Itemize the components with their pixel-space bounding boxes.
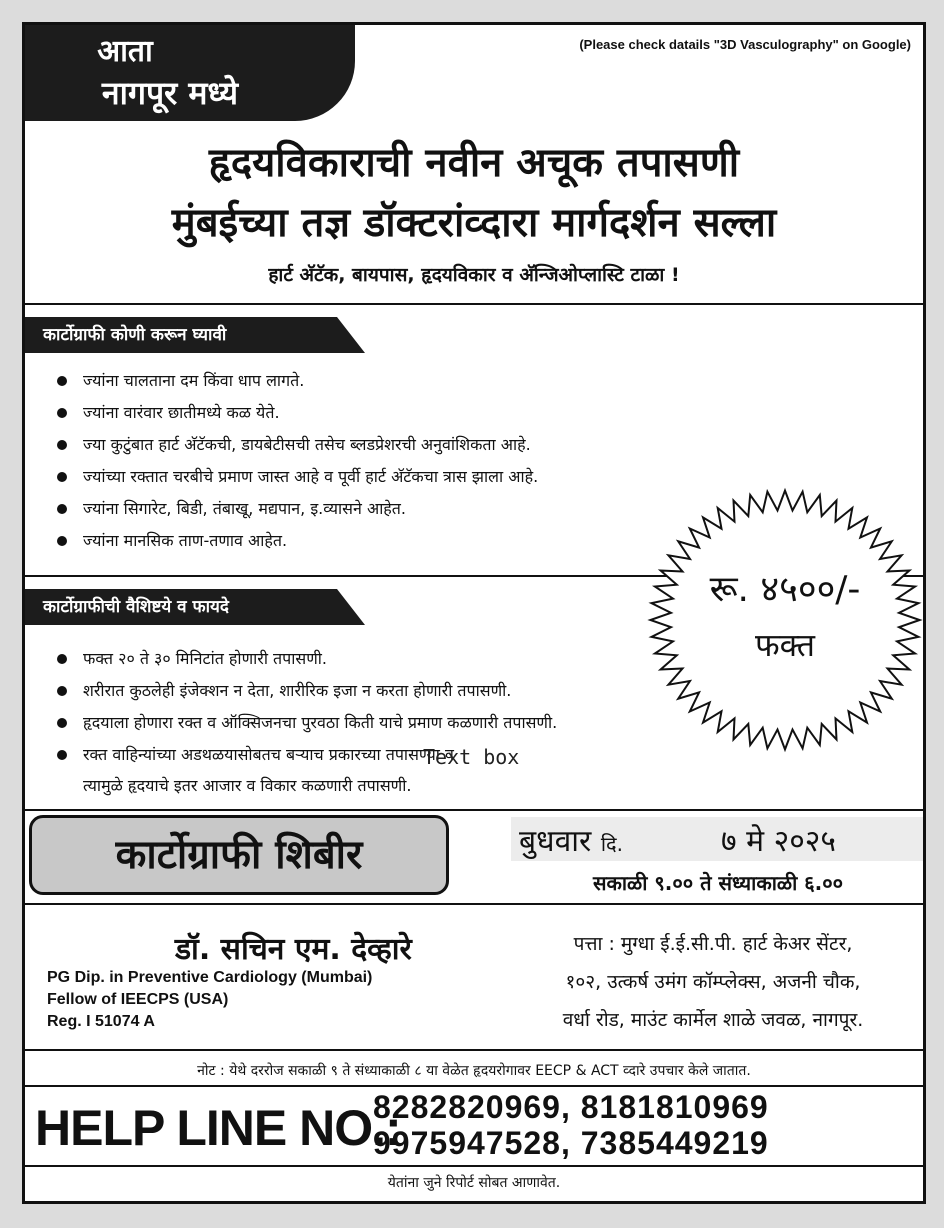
list-item-line: रक्त वाहिन्यांच्या अडथळयासोबतच बऱ्याच प्रकारच्या तपासण्या व — [83, 745, 454, 764]
divider — [25, 809, 923, 811]
headline-1: हृदयविकाराची नवीन अचूक तपासणी — [208, 140, 740, 186]
list-item: फक्त २० ते ३० मिनिटांत होणारी तपासणी. — [55, 643, 755, 675]
divider — [25, 303, 923, 305]
helpline-label: HELP LINE NO.: — [35, 1100, 401, 1156]
bring-reports-note: येतांना जुने रिपोर्ट सोबत आणावेत. — [387, 1175, 561, 1191]
treatment-note: नोट : येथे दररोज सकाळी ९ ते संध्याकाळी ८ या वेळेत हृदयरोगावर EECP & ACT व्दारे उपचार केले जातात. — [197, 1063, 751, 1079]
list-item: ज्यांना मानसिक ताण-तणाव आहेत. — [55, 525, 755, 557]
clinic-address — [503, 925, 923, 1039]
list-item: हृदयाला होणारा रक्त व ऑक्सिजनचा पुरवठा किती याचे प्रमाण कळणारी तपासणी. — [55, 707, 755, 739]
helpline-numbers[interactable]: 9975947528, 7385449219 — [373, 1125, 769, 1161]
headline-2: मुंबईच्या तज्ञ डॉक्टरांव्दारा मार्गदर्शन सल्ला — [171, 200, 777, 246]
helpline-numbers[interactable]: 8282820969, 8181810969 — [373, 1089, 769, 1125]
doctor-name: डॉ. सचिन एम. देव्हारे — [175, 932, 412, 967]
list-item: ज्यांना वारंवार छातीमध्ये कळ येते. — [55, 397, 755, 429]
location-badge — [25, 25, 355, 121]
list-item: ज्यांना चालताना दम किंवा धाप लागते. — [55, 365, 755, 397]
doctor-fellowship: Fellow of IEECPS (USA) — [47, 991, 229, 1008]
list-item: ज्यांच्या रक्तात चरबीचे प्रमाण जास्त आहे व पूर्वी हार्ट अ‍ॅटॅकचा त्रास झाला आहे. — [55, 461, 755, 493]
helpline — [25, 1089, 923, 1169]
subheadline: हार्ट अ‍ॅटॅक, बायपास, हृदयविकार व अ‍ॅन्जिओप्लास्टि टाळा ! — [268, 264, 680, 286]
camp-day — [519, 819, 623, 860]
address-line: १०२, उत्कर्ष उमंग कॉम्प्लेक्स, अजनी चौक, — [565, 971, 861, 993]
divider — [25, 1085, 923, 1087]
divider — [25, 903, 923, 905]
badge-line-1: आता — [97, 34, 153, 69]
camp-date — [511, 817, 925, 861]
camp-title: कार्टोग्राफी शिबीर — [29, 815, 449, 895]
camp-time: सकाळी ९.०० ते संध्याकाळी ६.०० — [592, 871, 844, 895]
price-amount: रू. ४५००/- — [709, 569, 861, 610]
section-who-header: कार्टोग्राफी कोणी करून घ्यावी — [25, 317, 337, 353]
address-line: वर्धा रोड, माउंट कार्मेल शाळे जवळ, नागपूर. — [562, 1009, 864, 1031]
address-line: पत्ता : मुग्धा ई.ई.सी.पी. हार्ट केअर सेंटर, — [573, 933, 853, 955]
badge-line-2: नागपूर मध्ये — [101, 74, 239, 112]
price-label: फक्त — [754, 626, 816, 664]
doctor-qualification: PG Dip. in Preventive Cardiology (Mumbai) — [47, 969, 373, 986]
price-burst — [645, 485, 925, 755]
divider — [25, 1049, 923, 1051]
camp-date-value: ७ मे २०२५ — [721, 824, 837, 859]
list-item: शरीरात कुठलेही इंजेक्शन न देता, शारीरिक इजा न करता होणारी तपासणी. — [55, 675, 755, 707]
list-item: ज्यांना सिगारेट, बिडी, तंबाखू, मद्यपान, इ.व्यासने आहेत. — [55, 493, 755, 525]
section-benefits-header: कार्टोग्राफीची वैशिष्टये व फायदे — [25, 589, 337, 625]
starburst-icon — [645, 485, 925, 755]
divider — [25, 1165, 923, 1167]
doctor-registration: Reg. I 51074 A — [47, 1013, 155, 1030]
camp-day-text: बुधवार — [519, 824, 592, 859]
list-item: ज्या कुटुंबात हार्ट अ‍ॅटॅकची, डायबेटीसची तसेच ब्लडप्रेशरची अनुवांशिकता आहे. — [55, 429, 755, 461]
date-prefix: दि. — [600, 832, 624, 856]
google-note: (Please check datails "3D Vasculography" on Google) — [579, 37, 911, 52]
stray-text-box: Text box — [423, 745, 520, 769]
list-item-line: त्यामुळे हृदयाचे इतर आजार व विकार कळणारी तपासणी. — [83, 776, 412, 795]
flyer — [22, 22, 926, 1204]
